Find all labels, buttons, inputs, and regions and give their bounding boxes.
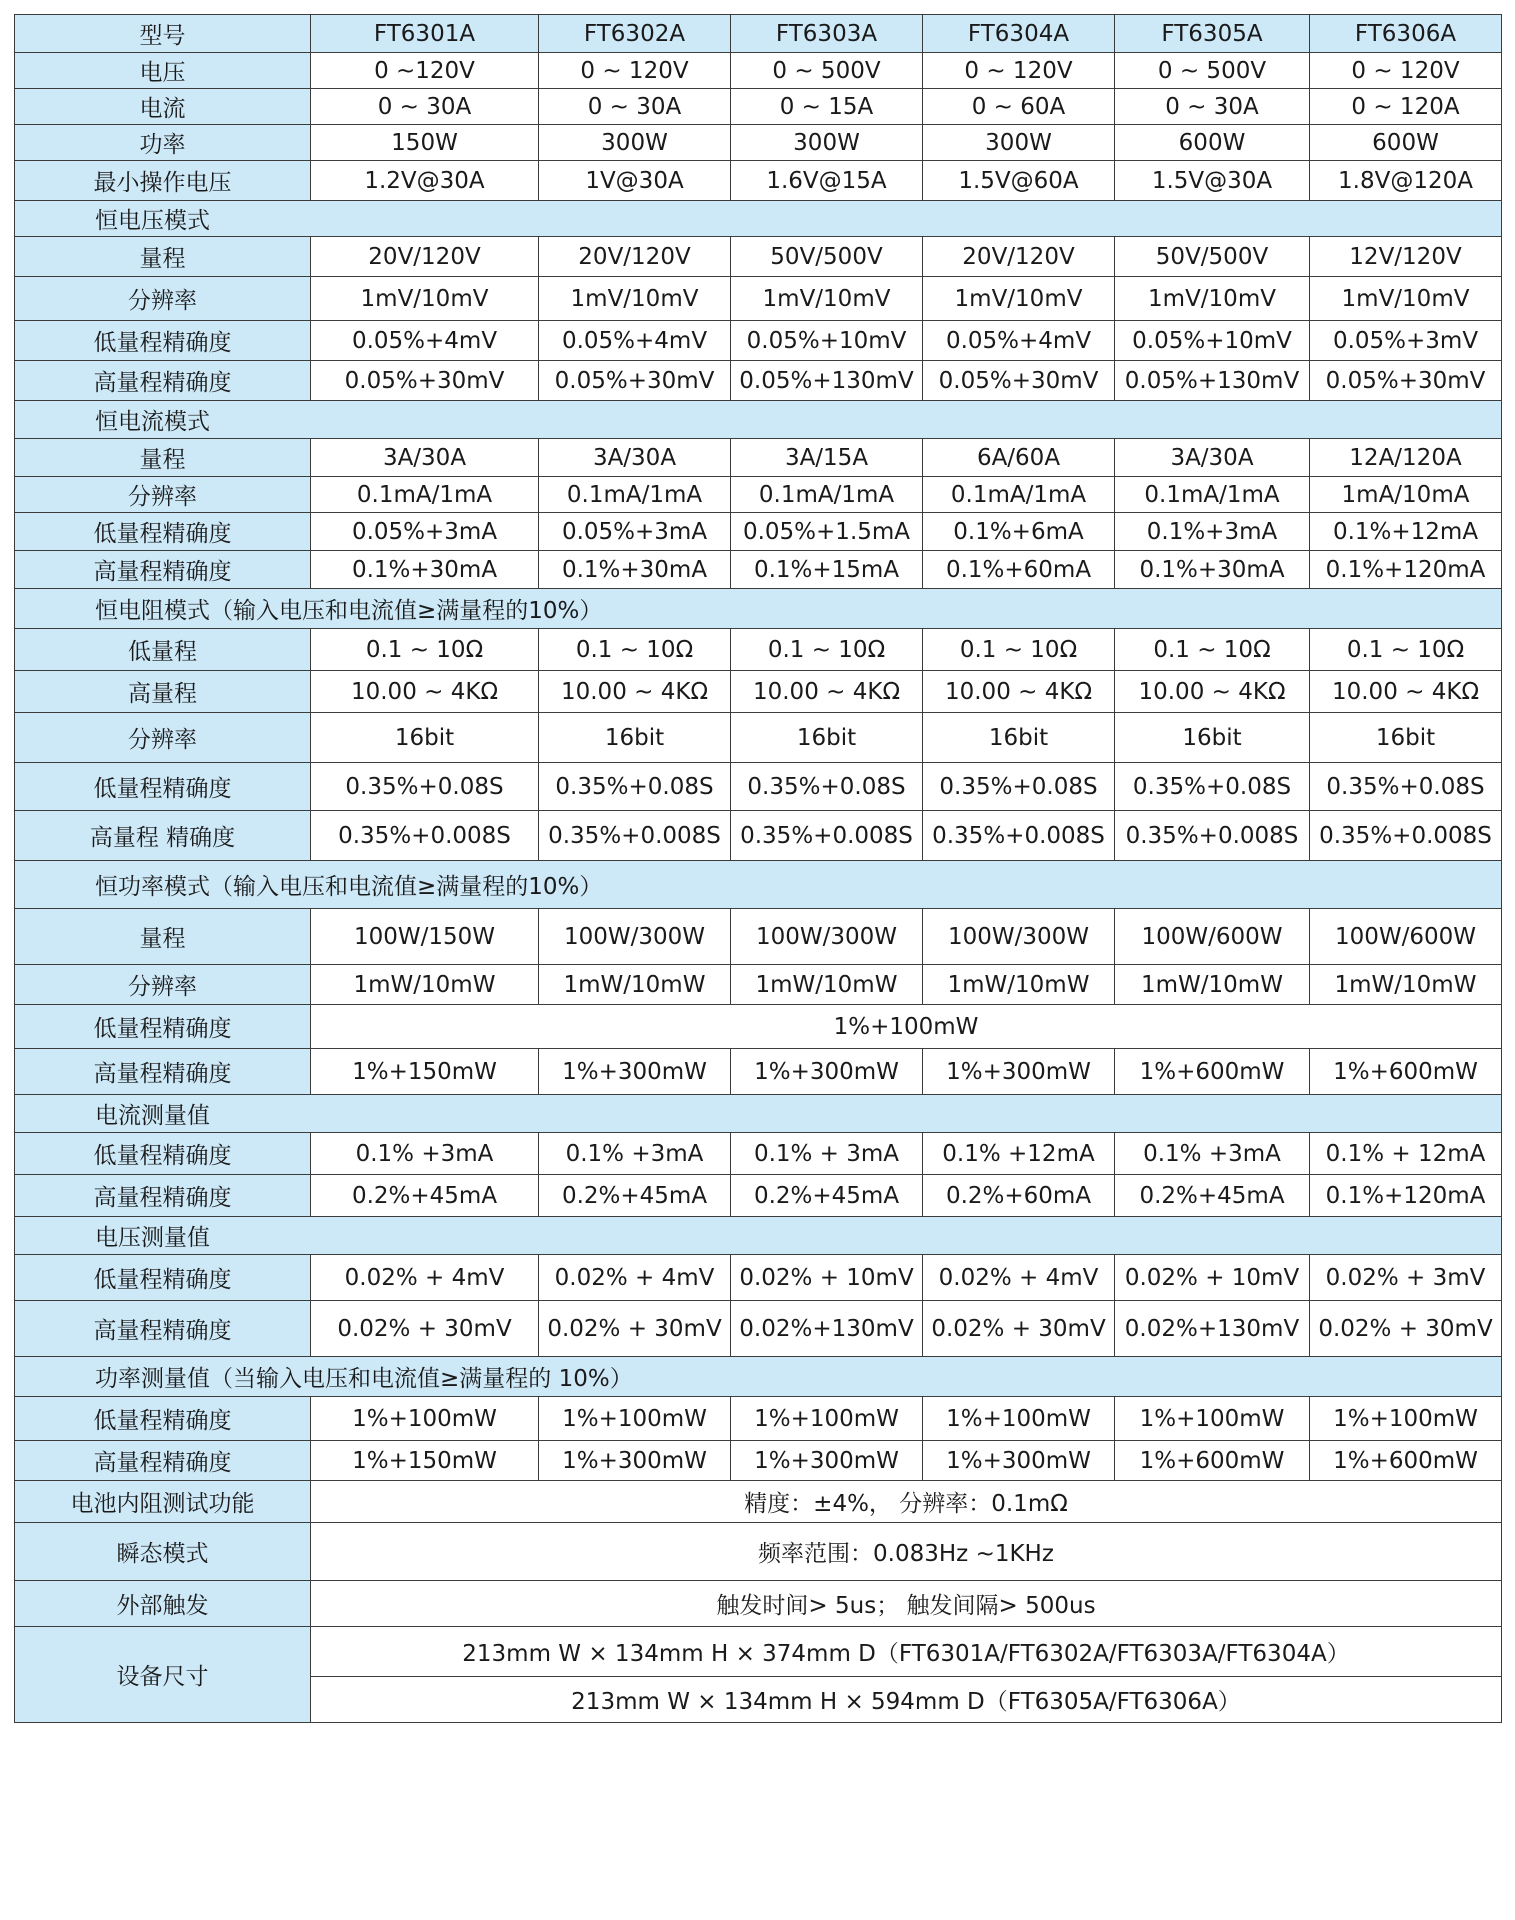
spec-row — [15, 1441, 1502, 1481]
spec-value: 10.00 ~ 4KΩ — [311, 671, 539, 713]
spec-value: 0.02% + 30mV — [311, 1301, 539, 1357]
spec-row — [15, 277, 1502, 321]
spec-value: 0.02% + 4mV — [311, 1255, 539, 1301]
spec-table — [14, 14, 1502, 1723]
spec-value: 1V@30A — [539, 161, 731, 201]
spec-value: 0.2%+45mA — [311, 1175, 539, 1217]
spec-value: 0.1% +3mA — [539, 1133, 731, 1175]
spec-value: 300W — [923, 125, 1115, 161]
row-label: 电流 — [15, 89, 311, 125]
spec-value: 50V/500V — [731, 237, 923, 277]
spec-row — [15, 965, 1502, 1005]
row-label: 高量程精确度 — [15, 1049, 311, 1095]
spec-value: 1%+100mW — [923, 1397, 1115, 1441]
spec-value: 1%+100mW — [1115, 1397, 1310, 1441]
spec-value: 0 ~ 120V — [1310, 53, 1502, 89]
spec-value: 1.8V@120A — [1310, 161, 1502, 201]
spec-value: 0.05%+30mV — [923, 361, 1115, 401]
spec-value: 0.1%+60mA — [923, 551, 1115, 589]
row-label: 低量程精确度 — [15, 763, 311, 811]
row-label: 电池内阻测试功能 — [15, 1481, 311, 1523]
row-label: 高量程精确度 — [15, 551, 311, 589]
spec-value: 3A/30A — [311, 439, 539, 477]
spec-value: 0.02% + 10mV — [731, 1255, 923, 1301]
row-label: 量程 — [15, 909, 311, 965]
spec-value: 1mV/10mV — [731, 277, 923, 321]
spec-value: 16bit — [923, 713, 1115, 763]
spec-value: 213mm W × 134mm H × 594mm D（FT6305A/FT6306A） — [311, 1677, 1502, 1723]
spec-value: 1%+300mW — [539, 1441, 731, 1481]
spec-row — [15, 477, 1502, 513]
row-label: 设备尺寸 — [15, 1627, 311, 1723]
row-label: 低量程精确度 — [15, 321, 311, 361]
spec-value: 150W — [311, 125, 539, 161]
spec-value: 100W/150W — [311, 909, 539, 965]
spec-value: 0.02% + 4mV — [923, 1255, 1115, 1301]
section-row — [15, 1095, 1502, 1133]
spec-value: 0.35%+0.008S — [539, 811, 731, 861]
spec-value: 0.1% +3mA — [311, 1133, 539, 1175]
spec-row — [15, 1627, 1502, 1677]
spec-value: 0.1%+12mA — [1310, 513, 1502, 551]
spec-value: 0.1% + 3mA — [731, 1133, 923, 1175]
section-row — [15, 401, 1502, 439]
spec-value: 频率范围：0.083Hz ~1KHz — [311, 1523, 1502, 1581]
spec-value: 1%+600mW — [1115, 1049, 1310, 1095]
spec-value: 10.00 ~ 4KΩ — [923, 671, 1115, 713]
spec-value: 0.05%+10mV — [1115, 321, 1310, 361]
spec-value: 0.02% + 10mV — [1115, 1255, 1310, 1301]
spec-value: 600W — [1115, 125, 1310, 161]
spec-value: 0.02% + 3mV — [1310, 1255, 1502, 1301]
spec-value: 0.1 ~ 10Ω — [1310, 629, 1502, 671]
spec-value: 1%+300mW — [731, 1049, 923, 1095]
spec-value: 0.35%+0.008S — [1115, 811, 1310, 861]
spec-value: 0.35%+0.008S — [923, 811, 1115, 861]
spec-row — [15, 161, 1502, 201]
spec-row — [15, 1523, 1502, 1581]
spec-value: 精度：±4%， 分辨率：0.1mΩ — [311, 1481, 1502, 1523]
spec-row — [15, 125, 1502, 161]
spec-value: 0.02% + 30mV — [1310, 1301, 1502, 1357]
spec-value: 300W — [731, 125, 923, 161]
spec-value: 0 ~120V — [311, 53, 539, 89]
spec-value: 12V/120V — [1310, 237, 1502, 277]
spec-value: 0.02%+130mV — [1115, 1301, 1310, 1357]
spec-value: 0 ~ 120V — [539, 53, 731, 89]
section-title: 电压测量值 — [15, 1217, 1502, 1255]
spec-value: 1mV/10mV — [923, 277, 1115, 321]
spec-row — [15, 1397, 1502, 1441]
spec-value: 0.1 ~ 10Ω — [1115, 629, 1310, 671]
spec-value: 3A/30A — [1115, 439, 1310, 477]
spec-value: 100W/600W — [1115, 909, 1310, 965]
spec-value: 6A/60A — [923, 439, 1115, 477]
spec-value: 0.2%+60mA — [923, 1175, 1115, 1217]
row-label: 高量程精确度 — [15, 1175, 311, 1217]
spec-value: 0.02% + 30mV — [923, 1301, 1115, 1357]
spec-value: 0.1mA/1mA — [311, 477, 539, 513]
spec-value: 0.1%+3mA — [1115, 513, 1310, 551]
spec-value: 1mW/10mW — [1310, 965, 1502, 1005]
spec-value: 1%+100mW — [731, 1397, 923, 1441]
spec-value: 0.2%+45mA — [1115, 1175, 1310, 1217]
spec-value: 0.35%+0.08S — [539, 763, 731, 811]
spec-value: 0.02%+130mV — [731, 1301, 923, 1357]
spec-value: 1mV/10mV — [1310, 277, 1502, 321]
spec-value: 1mV/10mV — [311, 277, 539, 321]
spec-value: 1%+100mW — [539, 1397, 731, 1441]
row-label: 分辨率 — [15, 965, 311, 1005]
spec-value: 1%+100mW — [311, 1005, 1502, 1049]
spec-row — [15, 439, 1502, 477]
spec-row — [15, 629, 1502, 671]
section-title: 恒电流模式 — [15, 401, 1502, 439]
spec-value: 0.35%+0.008S — [311, 811, 539, 861]
spec-value: 1mV/10mV — [539, 277, 731, 321]
spec-value: 1mW/10mW — [923, 965, 1115, 1005]
header-row — [15, 15, 1502, 53]
spec-value: 0.1 ~ 10Ω — [539, 629, 731, 671]
spec-value: 0 ~ 60A — [923, 89, 1115, 125]
spec-row — [15, 1133, 1502, 1175]
section-title: 功率测量值（当输入电压和电流值≥满量程的 10%） — [15, 1357, 1502, 1397]
spec-value: 10.00 ~ 4KΩ — [731, 671, 923, 713]
spec-value: 0.1mA/1mA — [923, 477, 1115, 513]
section-row — [15, 1217, 1502, 1255]
spec-value: 213mm W × 134mm H × 374mm D（FT6301A/FT6302A/FT6303A/FT6304A） — [311, 1627, 1502, 1677]
spec-value: 0.1mA/1mA — [1115, 477, 1310, 513]
spec-value: 10.00 ~ 4KΩ — [1115, 671, 1310, 713]
spec-value: 0.35%+0.08S — [923, 763, 1115, 811]
spec-value: 0 ~ 15A — [731, 89, 923, 125]
spec-value: 1%+600mW — [1115, 1441, 1310, 1481]
spec-row — [15, 321, 1502, 361]
spec-value: 1mV/10mV — [1115, 277, 1310, 321]
spec-value: 1%+300mW — [731, 1441, 923, 1481]
spec-value: 0.05%+3mA — [539, 513, 731, 551]
spec-value: 1mW/10mW — [539, 965, 731, 1005]
spec-value: 20V/120V — [923, 237, 1115, 277]
spec-value: 0.35%+0.008S — [1310, 811, 1502, 861]
spec-value: 0.1%+120mA — [1310, 551, 1502, 589]
spec-value: 0.05%+3mV — [1310, 321, 1502, 361]
model-header-label: 型号 — [15, 15, 311, 53]
spec-value: 20V/120V — [311, 237, 539, 277]
spec-row — [15, 1255, 1502, 1301]
spec-value: 0.05%+4mV — [311, 321, 539, 361]
section-row — [15, 201, 1502, 237]
row-label: 外部触发 — [15, 1581, 311, 1627]
spec-row — [15, 53, 1502, 89]
spec-row — [15, 909, 1502, 965]
spec-value: 100W/600W — [1310, 909, 1502, 965]
spec-value: 1%+300mW — [923, 1049, 1115, 1095]
spec-row — [15, 1301, 1502, 1357]
spec-value: 0.05%+4mV — [539, 321, 731, 361]
spec-value: 600W — [1310, 125, 1502, 161]
spec-row — [15, 763, 1502, 811]
spec-value: 50V/500V — [1115, 237, 1310, 277]
spec-value: 0.05%+4mV — [923, 321, 1115, 361]
spec-value: 0.05%+30mV — [1310, 361, 1502, 401]
spec-row — [15, 361, 1502, 401]
spec-value: 0.02% + 30mV — [539, 1301, 731, 1357]
spec-value: 0.1% + 12mA — [1310, 1133, 1502, 1175]
spec-value: 0.1% +3mA — [1115, 1133, 1310, 1175]
spec-row — [15, 1175, 1502, 1217]
spec-value: 1.5V@30A — [1115, 161, 1310, 201]
model-name: FT6304A — [923, 15, 1115, 53]
spec-value: 20V/120V — [539, 237, 731, 277]
spec-value: 0.1 ~ 10Ω — [923, 629, 1115, 671]
spec-value: 16bit — [1115, 713, 1310, 763]
spec-value: 0.1%+6mA — [923, 513, 1115, 551]
row-label: 低量程 — [15, 629, 311, 671]
spec-value: 1mW/10mW — [731, 965, 923, 1005]
row-label: 分辨率 — [15, 477, 311, 513]
spec-value: 0.35%+0.008S — [731, 811, 923, 861]
spec-row — [15, 1049, 1502, 1095]
spec-value: 1%+100mW — [311, 1397, 539, 1441]
model-name: FT6301A — [311, 15, 539, 53]
section-title: 恒电压模式 — [15, 201, 1502, 237]
spec-value: 0.02% + 4mV — [539, 1255, 731, 1301]
row-label: 低量程精确度 — [15, 513, 311, 551]
spec-value: 0 ~ 120A — [1310, 89, 1502, 125]
spec-row — [15, 811, 1502, 861]
spec-value: 16bit — [539, 713, 731, 763]
spec-value: 0.1% +12mA — [923, 1133, 1115, 1175]
spec-value: 0.1mA/1mA — [731, 477, 923, 513]
spec-value: 0.05%+1.5mA — [731, 513, 923, 551]
spec-value: 1mW/10mW — [1115, 965, 1310, 1005]
row-label: 低量程精确度 — [15, 1255, 311, 1301]
spec-row — [15, 713, 1502, 763]
spec-value: 1%+150mW — [311, 1049, 539, 1095]
row-label: 瞬态模式 — [15, 1523, 311, 1581]
row-label: 低量程精确度 — [15, 1133, 311, 1175]
spec-row — [15, 551, 1502, 589]
spec-row — [15, 237, 1502, 277]
spec-value: 3A/15A — [731, 439, 923, 477]
row-label: 分辨率 — [15, 713, 311, 763]
spec-value: 0.1%+30mA — [311, 551, 539, 589]
spec-value: 300W — [539, 125, 731, 161]
spec-value: 0 ~ 30A — [311, 89, 539, 125]
model-name: FT6305A — [1115, 15, 1310, 53]
spec-value: 1%+100mW — [1310, 1397, 1502, 1441]
spec-value: 0.1%+15mA — [731, 551, 923, 589]
spec-value: 0.35%+0.08S — [731, 763, 923, 811]
spec-value: 100W/300W — [923, 909, 1115, 965]
spec-value: 0.2%+45mA — [539, 1175, 731, 1217]
spec-value: 0.35%+0.08S — [1115, 763, 1310, 811]
spec-value: 0.05%+10mV — [731, 321, 923, 361]
spec-value: 16bit — [311, 713, 539, 763]
spec-value: 0 ~ 30A — [539, 89, 731, 125]
spec-value: 0.2%+45mA — [731, 1175, 923, 1217]
spec-row — [15, 671, 1502, 713]
row-label: 最小操作电压 — [15, 161, 311, 201]
spec-value: 0.05%+30mV — [539, 361, 731, 401]
model-name: FT6303A — [731, 15, 923, 53]
section-title: 电流测量值 — [15, 1095, 1502, 1133]
spec-row — [15, 1581, 1502, 1627]
spec-value: 12A/120A — [1310, 439, 1502, 477]
spec-value: 1%+600mW — [1310, 1049, 1502, 1095]
spec-value: 1mA/10mA — [1310, 477, 1502, 513]
row-label: 高量程精确度 — [15, 1441, 311, 1481]
spec-value: 10.00 ~ 4KΩ — [539, 671, 731, 713]
row-label: 低量程精确度 — [15, 1397, 311, 1441]
spec-value: 0.1%+30mA — [1115, 551, 1310, 589]
spec-value: 3A/30A — [539, 439, 731, 477]
spec-value: 0.05%+130mV — [1115, 361, 1310, 401]
spec-value: 16bit — [1310, 713, 1502, 763]
spec-value: 0.05%+30mV — [311, 361, 539, 401]
spec-value: 1.2V@30A — [311, 161, 539, 201]
section-row — [15, 1357, 1502, 1397]
spec-value: 触发时间> 5us； 触发间隔> 500us — [311, 1581, 1502, 1627]
spec-value: 0.1mA/1mA — [539, 477, 731, 513]
spec-value: 0.1 ~ 10Ω — [731, 629, 923, 671]
row-label: 量程 — [15, 237, 311, 277]
spec-value: 10.00 ~ 4KΩ — [1310, 671, 1502, 713]
spec-value: 0 ~ 500V — [731, 53, 923, 89]
row-label: 量程 — [15, 439, 311, 477]
spec-value: 0.1%+30mA — [539, 551, 731, 589]
spec-row — [15, 1481, 1502, 1523]
row-label: 低量程精确度 — [15, 1005, 311, 1049]
model-name: FT6306A — [1310, 15, 1502, 53]
spec-value: 1%+300mW — [923, 1441, 1115, 1481]
spec-value: 0.05%+3mA — [311, 513, 539, 551]
spec-value: 0.35%+0.08S — [1310, 763, 1502, 811]
row-label: 高量程精确度 — [15, 361, 311, 401]
row-label: 高量程 精确度 — [15, 811, 311, 861]
spec-value: 1.6V@15A — [731, 161, 923, 201]
row-label: 电压 — [15, 53, 311, 89]
spec-row — [15, 513, 1502, 551]
spec-value: 0 ~ 30A — [1115, 89, 1310, 125]
row-label: 功率 — [15, 125, 311, 161]
spec-value: 0.1 ~ 10Ω — [311, 629, 539, 671]
spec-value: 16bit — [731, 713, 923, 763]
row-label: 分辨率 — [15, 277, 311, 321]
spec-row — [15, 1005, 1502, 1049]
spec-row — [15, 89, 1502, 125]
section-title: 恒电阻模式（输入电压和电流值≥满量程的10%） — [15, 589, 1502, 629]
spec-value: 0 ~ 120V — [923, 53, 1115, 89]
section-title: 恒功率模式（输入电压和电流值≥满量程的10%） — [15, 861, 1502, 909]
row-label: 高量程精确度 — [15, 1301, 311, 1357]
row-label: 高量程 — [15, 671, 311, 713]
spec-value: 0.35%+0.08S — [311, 763, 539, 811]
section-row — [15, 589, 1502, 629]
spec-value: 1%+600mW — [1310, 1441, 1502, 1481]
spec-value: 0.1%+120mA — [1310, 1175, 1502, 1217]
section-row — [15, 861, 1502, 909]
spec-value: 0.05%+130mV — [731, 361, 923, 401]
spec-value: 1%+300mW — [539, 1049, 731, 1095]
spec-value: 100W/300W — [731, 909, 923, 965]
spec-value: 1.5V@60A — [923, 161, 1115, 201]
spec-value: 1mW/10mW — [311, 965, 539, 1005]
model-name: FT6302A — [539, 15, 731, 53]
spec-value: 0 ~ 500V — [1115, 53, 1310, 89]
spec-value: 100W/300W — [539, 909, 731, 965]
spec-value: 1%+150mW — [311, 1441, 539, 1481]
